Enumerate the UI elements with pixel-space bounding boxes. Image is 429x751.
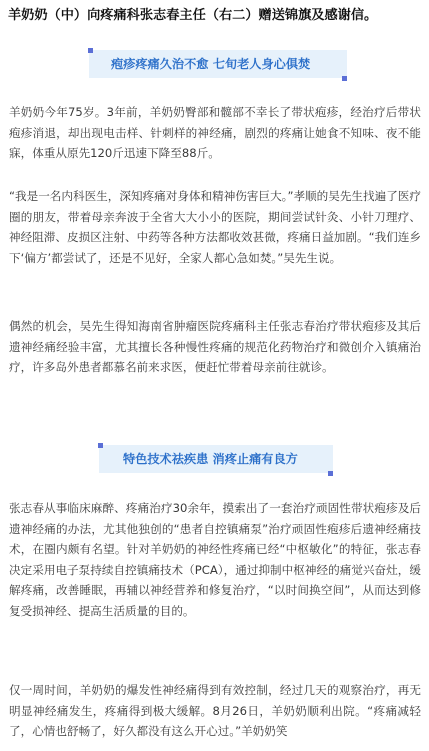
heading-accent-bottom-icon bbox=[328, 471, 333, 476]
paragraph-2: “我是一名内科医生，深知疼痛对身体和精神伤害巨大。”孝顺的吴先生找遍了医疗圈的朋友，带着母亲奔波于全省大大小小的医院，期间尝试针灸、小针刀理疗、神经阻滞、皮损区注射、中药等各种方法都收效甚微，疼痛日益加剧。“我们连乡下‘偏方’都尝试了，还是不见好，全家人都心急如焚。”吴先生说。 bbox=[9, 189, 421, 265]
heading-accent-top-icon bbox=[98, 443, 103, 448]
paragraph-1: 羊奶奶今年75岁。3年前，羊奶奶臀部和髋部不幸长了带状疱疹，经治疗后带状疱疹消退，却出现电击样、针刺样的神经痛，剧烈的疼痛让她食不知味、夜不能寐，体重从原先120斤迅速下降至88斤。 bbox=[9, 105, 421, 161]
section-heading-1 bbox=[89, 50, 353, 78]
paragraph-5: 仅一周时间，羊奶奶的爆发性神经痛得到有效控制，经过几天的观察治疗，再无明显神经痛发生，疼痛得到极大缓解。8月26日，羊奶奶顺利出院。“疼痛减轻了，心情也舒畅了，好久都没有这么开心过。”羊奶奶笑 bbox=[9, 683, 421, 739]
heading-text: 特色技术祛疾患 消疼止痛有良方 bbox=[123, 452, 298, 466]
paragraph-4: 张志春从事临床麻醉、疼痛治疗30余年，摸索出了一套治疗顽固性带状疱疹及后遗神经痛的办法，尤其他独创的“患者自控镇痛泵”治疗顽固性疱疹后遗神经痛技术，在圈内颇有名望。针对羊奶奶的神经性疼痛已经“中枢敏化”的特征，张志春决定采用电子泵持续自控镇痛技术（PCA），通过抑制中枢神经的痛觉兴奋灶，缓解疼痛，改善睡眠，再辅以神经营养和修复治疗，“以时间换空间”，从而达到修复受损神经、提高生活质量的目的。 bbox=[9, 501, 421, 618]
section-heading-2 bbox=[99, 445, 339, 473]
photo-caption: 羊奶奶（中）向疼痛科张志春主任（右二）赠送锦旗及感谢信。 bbox=[8, 8, 378, 23]
heading-accent-bottom-icon bbox=[342, 76, 347, 81]
heading-accent-top-icon bbox=[88, 48, 93, 53]
paragraph-3: 偶然的机会，吴先生得知海南省肿瘤医院疼痛科主任张志春治疗带状疱疹及其后遗神经痛经验丰富，尤其擅长各种慢性疼痛的规范化药物治疗和微创介入镇痛治疗，许多岛外患者都慕名前来求医，便赶忙带着母亲前往就诊。 bbox=[9, 319, 421, 375]
heading-text: 疱疹疼痛久治不愈 七旬老人身心俱焚 bbox=[111, 57, 311, 71]
